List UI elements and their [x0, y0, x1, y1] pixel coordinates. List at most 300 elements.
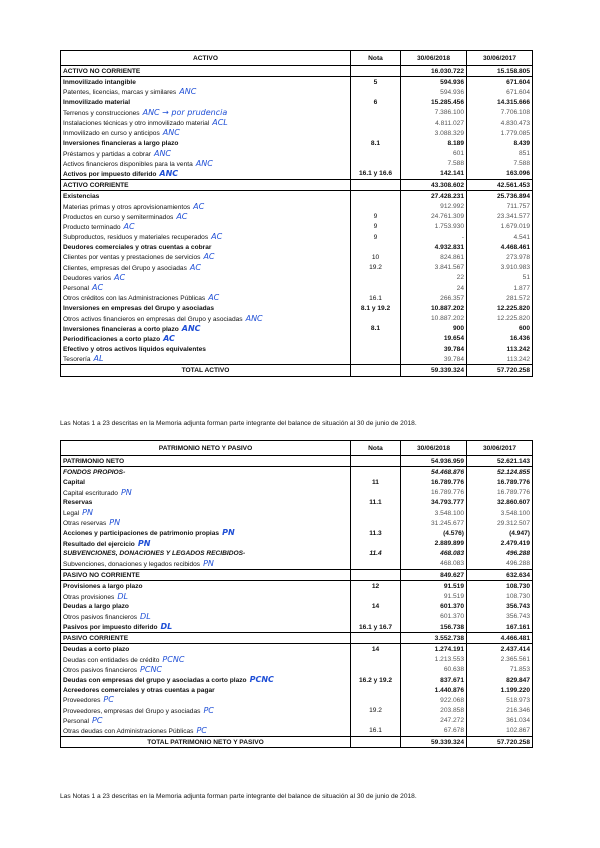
handwritten-annotation: PC: [196, 725, 207, 735]
row-nota: [351, 633, 401, 644]
row-label: Legal: [63, 510, 80, 518]
row-value-2017: 518.973: [467, 695, 533, 705]
row-value-2018: 59.339.324: [401, 737, 467, 748]
activo-header-2017: 30/06/2017: [467, 51, 533, 66]
row-nota: [351, 128, 401, 138]
handwritten-annotation: AC: [114, 272, 126, 282]
handwritten-annotation: PN: [222, 528, 235, 538]
handwritten-annotation: ANC: [181, 323, 201, 333]
row-nota: [351, 716, 401, 726]
activo-row: [61, 303, 533, 313]
pasivo-table: [60, 440, 533, 748]
row-label-cell: [61, 612, 351, 622]
row-label: Inmovilizado intangible: [63, 78, 136, 86]
handwritten-annotation: ANC → por prudencia: [142, 107, 228, 117]
row-label: Tesorería: [63, 356, 91, 364]
activo-header-label: ACTIVO: [61, 51, 351, 66]
handwritten-annotation: PCNC: [249, 675, 274, 685]
activo-table: [60, 50, 533, 377]
row-label-cell: [61, 665, 351, 675]
activo-row: [61, 365, 533, 376]
handwritten-annotation: PN: [120, 487, 132, 497]
activo-row: [61, 77, 533, 88]
row-label-cell: [61, 685, 351, 695]
handwritten-annotation: AC: [123, 221, 135, 231]
row-label: Inmovilizado material: [63, 99, 131, 107]
row-label-cell: [61, 201, 351, 211]
activo-row: [61, 242, 533, 252]
pasivo-row: [61, 644, 533, 655]
row-value-2017: 52.621.143: [467, 456, 533, 467]
row-nota: [351, 159, 401, 169]
row-label-cell: [61, 98, 351, 108]
pasivo-row: [61, 675, 533, 685]
row-value-2017: 4.830.473: [467, 118, 533, 128]
row-nota: 11.1: [351, 498, 401, 508]
row-value-2018: 601.370: [401, 602, 467, 612]
row-nota: [351, 354, 401, 365]
row-label: Periodificaciones a corto plazo: [63, 335, 161, 343]
row-value-2017: 632.634: [467, 570, 533, 581]
handwritten-annotation: ANC: [159, 168, 179, 178]
row-value-2018: 39.784: [401, 344, 467, 354]
row-value-2018: 31.245.677: [401, 518, 467, 528]
row-value-2017: 2.365.561: [467, 655, 533, 665]
row-label: Clientes por ventas y prestaciones de servicios: [63, 254, 201, 262]
row-nota: 11.3: [351, 528, 401, 538]
activo-row: [61, 87, 533, 97]
row-label: PATRIMONIO NETO: [63, 457, 125, 465]
row-value-2018: 1.753.930: [401, 222, 467, 232]
activo-body: [61, 66, 533, 377]
row-value-2018: 7.386.100: [401, 108, 467, 118]
row-label: Productos en curso y semiterminados: [63, 213, 174, 221]
row-value-2018: 849.627: [401, 570, 467, 581]
handwritten-annotation: PC: [203, 705, 214, 715]
row-value-2018: -: [401, 232, 467, 242]
row-nota: [351, 66, 401, 77]
row-value-2017: 1.199.220: [467, 685, 533, 695]
row-value-2017: 42.561.453: [467, 180, 533, 191]
activo-row: [61, 263, 533, 273]
row-label: Patentes, licencias, marcas y similares: [63, 89, 177, 97]
row-nota: [351, 695, 401, 705]
row-label: Resultado del ejercicio: [63, 540, 135, 548]
row-value-2018: 8.189: [401, 138, 467, 148]
row-value-2018: 4.811.027: [401, 118, 467, 128]
row-nota: [351, 612, 401, 622]
activo-row: [61, 159, 533, 169]
row-label-cell: [61, 706, 351, 716]
row-value-2018: 900: [401, 324, 467, 334]
pasivo-row: [61, 508, 533, 518]
row-value-2018: 22: [401, 273, 467, 283]
row-label-cell: [61, 633, 351, 644]
row-label-cell: [61, 602, 351, 612]
pasivo-body: [61, 456, 533, 748]
row-label: Provisiones a largo plazo: [63, 582, 143, 590]
row-nota: [351, 467, 401, 478]
row-value-2017: 12.225.820: [467, 314, 533, 324]
row-label-cell: [61, 344, 351, 354]
pasivo-row: [61, 633, 533, 644]
row-value-2018: 16.789.776: [401, 477, 467, 487]
row-value-2018: 922.068: [401, 695, 467, 705]
row-nota: [351, 737, 401, 748]
handwritten-annotation: ANC: [153, 148, 172, 158]
row-value-2018: 19.654: [401, 334, 467, 344]
row-label-cell: [61, 66, 351, 77]
row-nota: [351, 456, 401, 467]
row-value-2018: 156.738: [401, 622, 467, 633]
handwritten-annotation: PC: [92, 715, 103, 725]
row-label: Efectivo y otros activos líquidos equivalentes: [63, 345, 206, 353]
row-value-2017: (4.947): [467, 528, 533, 538]
row-value-2017: 167.161: [467, 622, 533, 633]
row-nota: [351, 118, 401, 128]
row-label: Otros activos financieros en empresas del Grupo y asociadas: [63, 315, 243, 323]
row-label-cell: [61, 675, 351, 685]
row-value-2017: 851: [467, 149, 533, 159]
activo-row: [61, 201, 533, 211]
handwritten-annotation: AC: [189, 262, 201, 272]
handwritten-annotation: AC: [193, 201, 205, 211]
row-label-cell: [61, 108, 351, 118]
row-nota: [351, 191, 401, 202]
row-value-2018: 594.936: [401, 77, 467, 88]
row-value-2017: 51: [467, 273, 533, 283]
row-value-2018: 1.213.553: [401, 655, 467, 665]
row-label-cell: [61, 180, 351, 191]
handwritten-annotation: PCNC: [140, 664, 163, 674]
row-label-cell: [61, 581, 351, 592]
row-label: Inversiones financieras a corto plazo: [63, 325, 179, 333]
row-nota: 10: [351, 252, 401, 262]
row-value-2017: 52.124.855: [467, 467, 533, 478]
row-value-2018: 601: [401, 149, 467, 159]
pasivo-row: [61, 477, 533, 487]
pasivo-row: [61, 528, 533, 538]
pasivo-row: [61, 716, 533, 726]
row-label-cell: [61, 293, 351, 303]
activo-row: [61, 128, 533, 138]
row-label: ACTIVO CORRIENTE: [63, 181, 129, 189]
row-nota: 12: [351, 581, 401, 592]
row-value-2017: 1.877: [467, 283, 533, 293]
row-nota: [351, 591, 401, 601]
row-value-2017: 113.242: [467, 344, 533, 354]
row-label: Subvenciones, donaciones y legados recibidos: [63, 560, 201, 568]
row-value-2018: 3.552.738: [401, 633, 467, 644]
row-value-2017: 4.468.461: [467, 242, 533, 252]
row-value-2017: 361.034: [467, 716, 533, 726]
row-value-2017: 216.346: [467, 706, 533, 716]
row-value-2017: 7.706.108: [467, 108, 533, 118]
row-label: Producto terminado: [63, 223, 121, 231]
row-value-2017: 1.779.085: [467, 128, 533, 138]
row-value-2017: 7.588: [467, 159, 533, 169]
row-label: Capital escriturado: [63, 489, 118, 497]
pasivo-row: [61, 737, 533, 748]
activo-header-row: [61, 51, 533, 66]
activo-row: [61, 98, 533, 108]
row-label-cell: [61, 591, 351, 601]
row-nota: 16.2 y 19.2: [351, 675, 401, 685]
activo-row: [61, 118, 533, 128]
row-label-cell: [61, 467, 351, 478]
row-nota: 8.1: [351, 138, 401, 148]
activo-row: [61, 283, 533, 293]
row-value-2018: 43.308.602: [401, 180, 467, 191]
row-value-2017: 496.288: [467, 549, 533, 559]
row-nota: [351, 685, 401, 695]
row-label-cell: [61, 622, 351, 633]
row-nota: [351, 273, 401, 283]
row-label-cell: [61, 365, 351, 376]
row-label-cell: [61, 570, 351, 581]
handwritten-annotation: AC: [92, 283, 104, 293]
pasivo-row: [61, 570, 533, 581]
row-label-cell: [61, 477, 351, 487]
pasivo-header-nota: Nota: [351, 441, 401, 456]
activo-row: [61, 191, 533, 202]
pasivo-row: [61, 559, 533, 570]
row-value-2017: 16.789.776: [467, 477, 533, 487]
pasivo-row: [61, 655, 533, 665]
row-value-2017: 108.730: [467, 581, 533, 592]
handwritten-annotation: PCNC: [162, 654, 185, 664]
row-label: Subproductos, residuos y materiales recuperados: [63, 234, 209, 242]
row-label-cell: [61, 77, 351, 88]
pasivo-row: [61, 539, 533, 549]
row-label-cell: [61, 273, 351, 283]
row-label: Otros pasivos financieros: [63, 666, 138, 674]
row-label-cell: [61, 324, 351, 334]
row-label: Personal: [63, 285, 90, 293]
handwritten-annotation: PN: [137, 538, 151, 548]
row-label: Materias primas y otros aprovisionamientos: [63, 203, 191, 211]
handwritten-annotation: DL: [160, 622, 173, 632]
activo-row: [61, 293, 533, 303]
row-label-cell: [61, 128, 351, 138]
row-label: SUBVENCIONES, DONACIONES Y LEGADOS RECIBIDOS-: [63, 550, 246, 558]
row-value-2018: (4.576): [401, 528, 467, 538]
row-label-cell: [61, 334, 351, 344]
row-label-cell: [61, 528, 351, 538]
row-label-cell: [61, 655, 351, 665]
row-label: Deudores comerciales y otras cuentas a cobrar: [63, 243, 212, 251]
row-value-2018: 1.274.191: [401, 644, 467, 655]
row-value-2017: 71.853: [467, 665, 533, 675]
row-value-2018: 3.841.567: [401, 263, 467, 273]
row-label: Pasivos por impuesto diferido: [63, 624, 158, 632]
handwritten-annotation: PN: [82, 508, 93, 518]
row-label: TOTAL PATRIMONIO NETO Y PASIVO: [147, 738, 264, 746]
row-value-2017: 671.604: [467, 77, 533, 88]
row-label: TOTAL ACTIVO: [181, 367, 230, 375]
pasivo-row: [61, 726, 533, 737]
row-value-2017: 32.860.607: [467, 498, 533, 508]
row-value-2017: 15.158.805: [467, 66, 533, 77]
handwritten-annotation: ACL: [212, 118, 228, 128]
row-value-2017: 356.743: [467, 612, 533, 622]
activo-row: [61, 212, 533, 222]
row-value-2017: 2.479.419: [467, 539, 533, 549]
pasivo-row: [61, 467, 533, 478]
row-value-2017: 108.730: [467, 591, 533, 601]
row-label-cell: [61, 498, 351, 508]
row-label-cell: [61, 303, 351, 313]
row-label: ACTIVO NO CORRIENTE: [63, 67, 141, 75]
row-value-2018: 91.519: [401, 591, 467, 601]
activo-row: [61, 334, 533, 344]
row-value-2018: 54.468.876: [401, 467, 467, 478]
row-value-2018: 67.678: [401, 726, 467, 737]
row-label-cell: [61, 232, 351, 242]
pasivo-row: [61, 581, 533, 592]
row-label: Capital: [63, 478, 85, 486]
row-label-cell: [61, 508, 351, 518]
row-label-cell: [61, 263, 351, 273]
row-value-2017: 113.242: [467, 354, 533, 365]
row-nota: 14: [351, 644, 401, 655]
row-value-2018: 468.083: [401, 559, 467, 570]
activo-row: [61, 354, 533, 365]
row-value-2017: 57.720.258: [467, 365, 533, 376]
row-value-2017: 12.225.820: [467, 303, 533, 313]
row-label: Otras provisiones: [63, 593, 115, 601]
row-value-2017: 273.978: [467, 252, 533, 262]
row-value-2018: 824.861: [401, 252, 467, 262]
row-value-2017: 25.736.894: [467, 191, 533, 202]
handwritten-annotation: ANC: [195, 158, 213, 168]
row-value-2018: 34.793.777: [401, 498, 467, 508]
row-value-2018: 16.030.722: [401, 66, 467, 77]
row-nota: [351, 655, 401, 665]
row-label-cell: [61, 191, 351, 202]
row-value-2018: 912.992: [401, 201, 467, 211]
row-value-2018: 266.357: [401, 293, 467, 303]
row-label: Acreedores comerciales y otras cuentas a pagar: [63, 686, 215, 694]
pasivo-row: [61, 498, 533, 508]
row-label-cell: [61, 118, 351, 128]
row-nota: [351, 508, 401, 518]
row-value-2017: 496.288: [467, 559, 533, 570]
row-nota: [351, 665, 401, 675]
row-value-2018: 3.548.100: [401, 508, 467, 518]
row-nota: [351, 518, 401, 528]
pasivo-row: [61, 665, 533, 675]
activo-row: [61, 324, 533, 334]
row-value-2018: 3.088.329: [401, 128, 467, 138]
row-nota: 5: [351, 77, 401, 88]
row-value-2017: 29.312.507: [467, 518, 533, 528]
handwritten-annotation: DL: [140, 611, 151, 621]
pasivo-row: [61, 518, 533, 528]
row-label: Préstamos y partidas a cobrar: [63, 150, 151, 158]
row-value-2017: 3.910.983: [467, 263, 533, 273]
row-label-cell: [61, 716, 351, 726]
row-value-2018: 24.761.309: [401, 212, 467, 222]
row-value-2018: 91.519: [401, 581, 467, 592]
handwritten-annotation: AC: [163, 333, 175, 343]
row-label-cell: [61, 159, 351, 169]
row-nota: [351, 314, 401, 324]
row-value-2017: 102.867: [467, 726, 533, 737]
row-label: Existencias: [63, 192, 100, 200]
pasivo-row: [61, 549, 533, 559]
handwritten-annotation: AC: [176, 211, 188, 221]
row-label: Instalaciones técnicas y otro inmovilizado material: [63, 120, 210, 128]
row-value-2018: 142.141: [401, 169, 467, 180]
row-value-2017: 4.466.481: [467, 633, 533, 644]
row-label-cell: [61, 559, 351, 570]
handwritten-annotation: PC: [103, 695, 114, 705]
handwritten-annotation: ANC: [245, 313, 263, 323]
row-value-2017: 1.679.019: [467, 222, 533, 232]
row-nota: 19.2: [351, 263, 401, 273]
row-value-2017: 600: [467, 324, 533, 334]
row-value-2018: 54.936.959: [401, 456, 467, 467]
row-label-cell: [61, 518, 351, 528]
handwritten-annotation: ANC: [162, 128, 180, 138]
row-label-cell: [61, 488, 351, 498]
row-value-2017: 711.757: [467, 201, 533, 211]
handwritten-annotation: AC: [203, 252, 215, 262]
pasivo-row: [61, 488, 533, 498]
activo-row: [61, 314, 533, 324]
row-label: Deudores varios: [63, 274, 112, 282]
pasivo-header-2017: 30/06/2017: [467, 441, 533, 456]
row-nota: 8.1: [351, 324, 401, 334]
row-value-2018: 16.789.776: [401, 488, 467, 498]
row-label-cell: [61, 242, 351, 252]
row-nota: [351, 180, 401, 191]
row-nota: 11.4: [351, 549, 401, 559]
row-label-cell: [61, 138, 351, 148]
handwritten-annotation: AC: [211, 232, 223, 242]
row-nota: 16.1 y 16.6: [351, 169, 401, 180]
row-label: Inmovilizado en curso y anticipos: [63, 130, 160, 138]
row-value-2018: 247.272: [401, 716, 467, 726]
row-value-2017: 14.315.666: [467, 98, 533, 108]
row-nota: 9: [351, 232, 401, 242]
pasivo-row: [61, 612, 533, 622]
activo-row: [61, 344, 533, 354]
row-label: Otras deudas con Administraciones Públicas: [63, 727, 194, 735]
row-label-cell: [61, 283, 351, 293]
row-value-2018: 7.588: [401, 159, 467, 169]
pasivo-header-label: PATRIMONIO NETO Y PASIVO: [61, 441, 351, 456]
row-value-2017: 3.548.100: [467, 508, 533, 518]
row-nota: [351, 570, 401, 581]
row-label: PASIVO NO CORRIENTE: [63, 571, 140, 579]
row-value-2017: 57.720.258: [467, 737, 533, 748]
row-label-cell: [61, 737, 351, 748]
row-nota: [351, 539, 401, 549]
row-label: Proveedores: [63, 697, 101, 705]
row-value-2018: 2.889.899: [401, 539, 467, 549]
row-label: Activos por impuesto diferido: [63, 170, 157, 178]
row-nota: [351, 283, 401, 293]
row-label: Inversiones financieras a largo plazo: [63, 139, 179, 147]
pasivo-row: [61, 622, 533, 633]
row-nota: 19.2: [351, 706, 401, 716]
row-value-2017: 16.789.776: [467, 488, 533, 498]
row-value-2017: 23.341.577: [467, 212, 533, 222]
row-label-cell: [61, 644, 351, 655]
row-label: Deudas a largo plazo: [63, 603, 129, 611]
